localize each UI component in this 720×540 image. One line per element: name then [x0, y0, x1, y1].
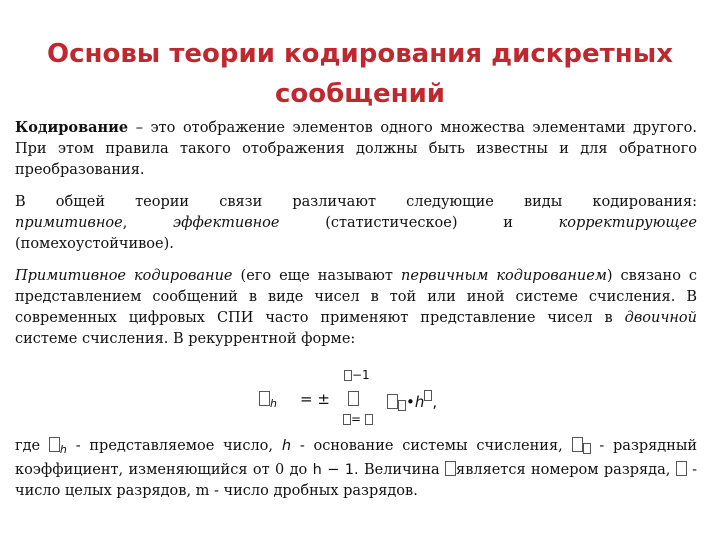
paragraph-primitive-coding: Примитивное кодирование (его еще называют первичным кодированием) связано с представлением сообщений в виде чисел в той или иной системе счисления. В современных цифровых СПИ часто применяют представление чисел в двоичной системе счисления. В рекуррентной форме:: [15, 268, 698, 347]
title-line-1: Основы теории кодирования дискретных: [47, 39, 673, 69]
missing-glyph-icon: [572, 437, 583, 452]
term-noise-immune: (помехоустойчивое).: [15, 236, 174, 252]
missing-glyph-icon: [583, 443, 591, 454]
missing-glyph-icon: [445, 461, 456, 476]
paragraph-definition: [15, 117, 697, 181]
title-line-2: сообщений: [274, 79, 446, 109]
conjunction-and: и: [503, 215, 513, 231]
sum-upper-limit: −1: [344, 368, 370, 382]
missing-glyph-icon: [259, 391, 270, 406]
missing-glyph-icon: [387, 394, 398, 409]
missing-glyph-icon: [365, 414, 373, 425]
term-statistical: (статистическое): [325, 215, 458, 231]
formula-term: •h ,: [387, 390, 437, 411]
term-effective: эффективное: [173, 215, 280, 231]
missing-glyph-icon: [344, 370, 352, 381]
definition-text: – это отображение элементов одного множества элементами другого. При этом правила такого отображения должны быть известны и для обратного преобразования.: [15, 120, 697, 178]
term-primitive: примитивное: [15, 215, 123, 231]
sum-symbol: [348, 390, 359, 408]
missing-glyph-icon: [348, 391, 359, 406]
term-coding: Кодирование: [15, 119, 129, 136]
coding-types-lead: В общей теории связи различают следующие виды кодирования:: [15, 194, 697, 210]
paragraph-coding-types: [15, 192, 697, 255]
missing-glyph-icon: [398, 400, 406, 411]
formula-lhs: h: [259, 390, 277, 410]
term-binary: двоичной: [624, 310, 697, 326]
missing-glyph-icon: [49, 437, 60, 452]
recurrent-formula: [0, 366, 720, 432]
coding-types-list: примитивное, эффективное (статистическое) и корректирующее: [15, 215, 698, 231]
term-correcting: корректирующее: [558, 215, 698, 231]
term-primary-coding: первичным кодированием: [400, 268, 607, 284]
formula-equals-pm: = ±: [300, 390, 330, 408]
missing-glyph-icon: [343, 414, 351, 425]
term-primitive-coding: Примитивное кодирование: [15, 268, 233, 284]
sum-lower-limit: =: [343, 412, 373, 426]
slide-title: [30, 34, 690, 114]
missing-glyph-icon: [676, 461, 687, 476]
paragraph-notation: где $_h$ - представляемое число, h - основание системы счисления, - разрядный коэффициент, изменяющийся от 0 до h − 1. Величина является номером разряда, - число целых разрядов, m - число дробных разрядов.: [15, 438, 698, 499]
